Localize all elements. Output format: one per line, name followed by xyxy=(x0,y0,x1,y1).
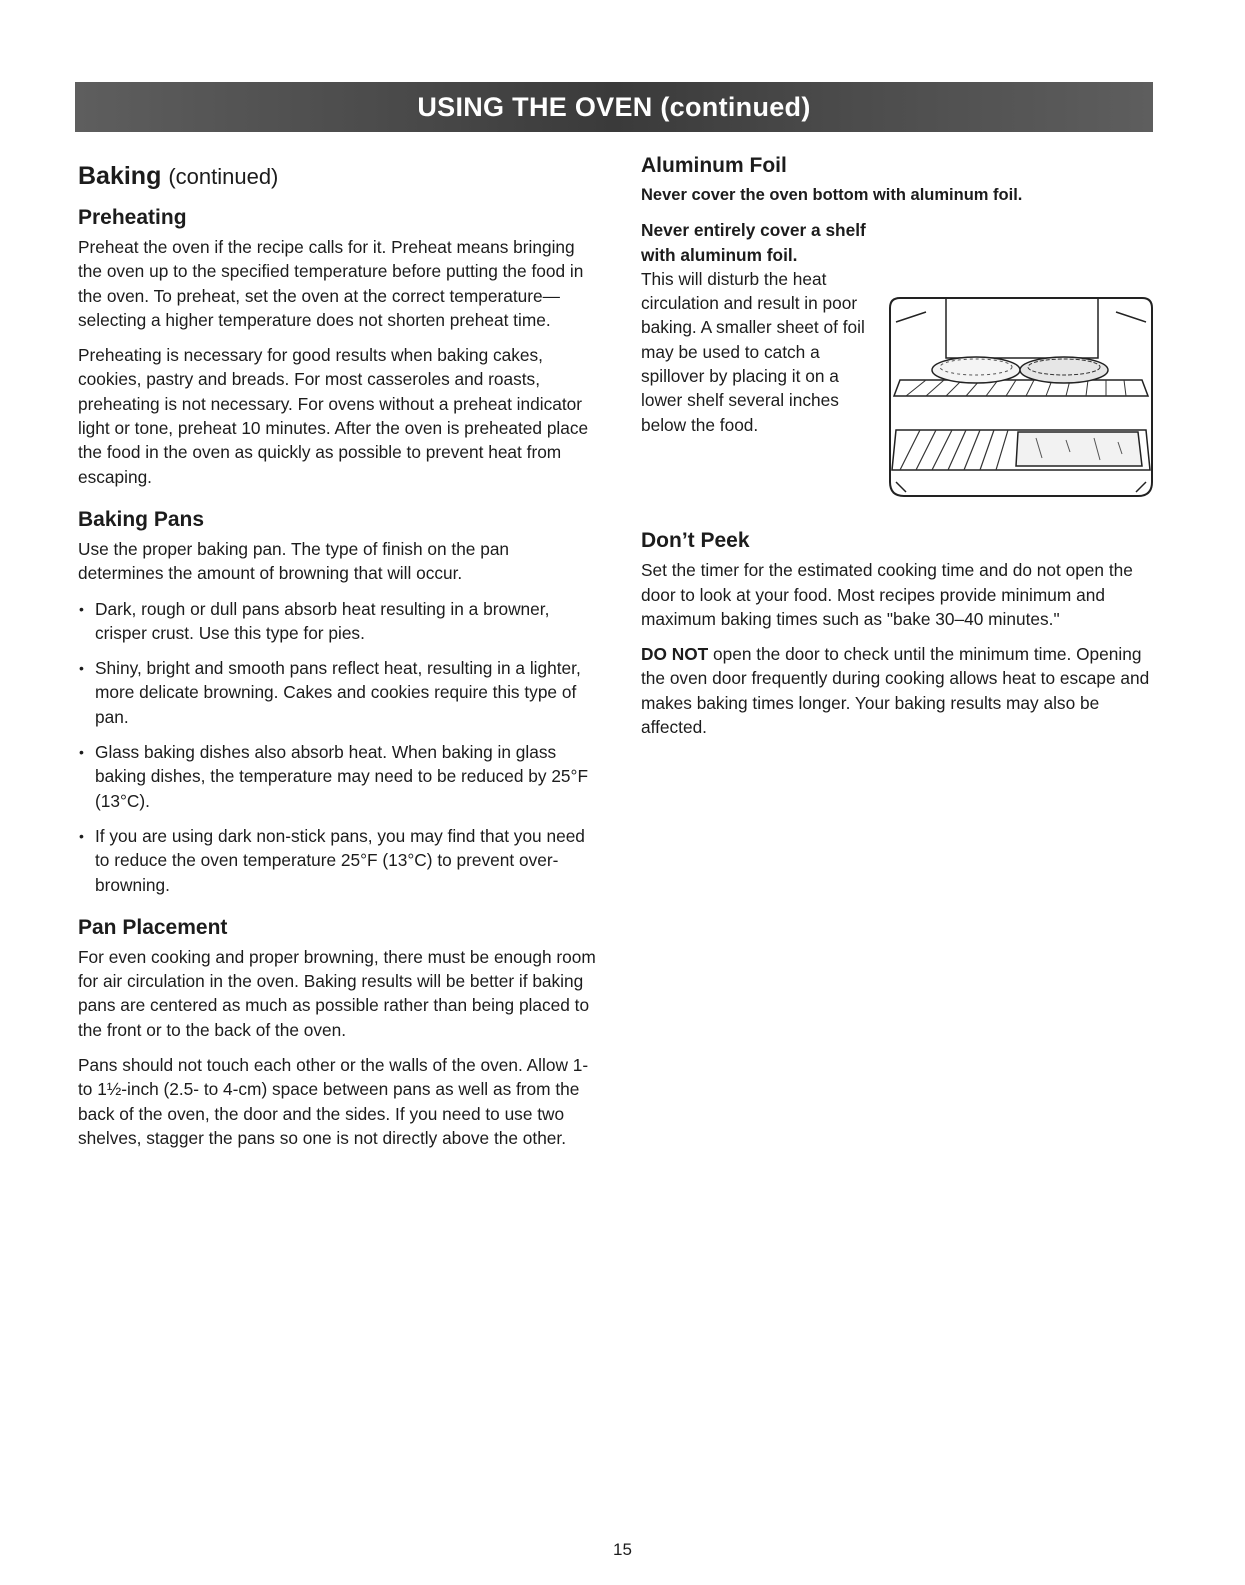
foil-explanation: This will disturb the heat circulation and result in poor baking. A smaller sheet of foil may be used to catch a spillover by placing it on a lower shelf several inches below the food. xyxy=(641,268,865,435)
oven-shelves-with-foil-icon xyxy=(886,292,1156,502)
page-number: 15 xyxy=(613,1540,632,1559)
dont-peek-heading: Don’t Peek xyxy=(641,529,750,553)
do-not-label: DO NOT xyxy=(641,644,709,665)
baking-pans-heading: Baking Pans xyxy=(78,507,205,531)
foil-text xyxy=(641,218,881,437)
banner-title: USING THE OVEN (continued) xyxy=(417,91,811,122)
list-item xyxy=(78,740,598,813)
list-item xyxy=(78,656,598,729)
left-column xyxy=(78,160,598,1161)
section-banner xyxy=(75,82,1153,132)
foil-block xyxy=(641,218,1161,526)
dont-peek-paragraph-2-text: open the door to check until the minimum time. Opening the oven door frequently during cooking allows heat to escape and makes baking times longer. Your baking results may also be affected. xyxy=(641,644,1150,738)
baking-heading-sub: (continued) xyxy=(168,164,279,189)
baking-pans-list xyxy=(78,597,598,897)
dont-peek-paragraph-1: Set the timer for the estimated cooking time and do not open the door to look at your food. Most recipes provide minimum and maximum baking times such as "bake 30–40 minutes." xyxy=(641,560,1133,629)
bullet-icon: • xyxy=(79,744,84,761)
list-item-text: Dark, rough or dull pans absorb heat resulting in a browner, crisper crust. Use this type for pies. xyxy=(95,598,550,643)
bullet-icon: • xyxy=(79,827,84,844)
preheating-heading: Preheating xyxy=(78,206,187,229)
list-item-text: Shiny, bright and smooth pans reflect heat, resulting in a lighter, more delicate browning. Cakes and cookies require this type of pan. xyxy=(95,658,581,727)
baking-pans-intro: Use the proper baking pan. The type of finish on the pan determines the amount of browning that will occur. xyxy=(78,538,510,584)
pan-placement-paragraph-2: Pans should not touch each other or the walls of the oven. Allow 1- to 1½-inch (2.5- to 4-cm) space between pans as well as from the back of the oven, the door and the sides. If you need to use two shelves, stagger the pans so one is not directly above the other. xyxy=(78,1055,589,1148)
preheating-paragraph-2: Preheating is necessary for good results when baking cakes, cookies, pastry and breads. For most casseroles and roasts, preheating is not necessary. For ovens without a preheat indicator light or tone, preheat 10 minutes. After the oven is preheated place the food in the oven as quickly as possible to prevent heat from escaping. xyxy=(78,345,589,487)
list-item xyxy=(78,597,598,646)
foil-text-paragraph xyxy=(641,218,881,437)
aluminum-foil-heading: Aluminum Foil xyxy=(641,154,787,177)
baking-heading-main: Baking xyxy=(78,162,162,190)
baking-heading xyxy=(78,160,598,193)
right-column xyxy=(641,153,1161,750)
pan-placement-paragraph-1: For even cooking and proper browning, there must be enough room for air circulation in the oven. Baking results will be better if baking pans are centered as much as possible rather than being placed to the front or to the back of the oven. xyxy=(78,946,596,1040)
list-item-text: Glass baking dishes also absorb heat. When baking in glass baking dishes, the temperature may need to be reduced by 25°F (13°C). xyxy=(95,742,589,811)
preheating-paragraph-1: Preheat the oven if the recipe calls for it. Preheat means bringing the oven up to the specified temperature before putting the food in the oven. To preheat, set the oven at the correct temperature—selecting a higher temperature does not shorten preheat time. xyxy=(78,237,584,330)
dont-peek-paragraph-2 xyxy=(641,642,1161,739)
foil-warning-bottom: Never cover the oven bottom with aluminum foil. xyxy=(641,186,1023,204)
foil-warning-shelf: Never entirely cover a shelf with aluminum foil. xyxy=(641,220,866,265)
list-item xyxy=(78,824,598,897)
bullet-icon: • xyxy=(79,600,84,617)
list-item-text: If you are using dark non-stick pans, you may find that you need to reduce the oven temperature 25°F (13°C) to prevent over-browning. xyxy=(95,825,585,895)
pan-placement-heading: Pan Placement xyxy=(78,915,228,939)
bullet-icon: • xyxy=(79,660,84,677)
